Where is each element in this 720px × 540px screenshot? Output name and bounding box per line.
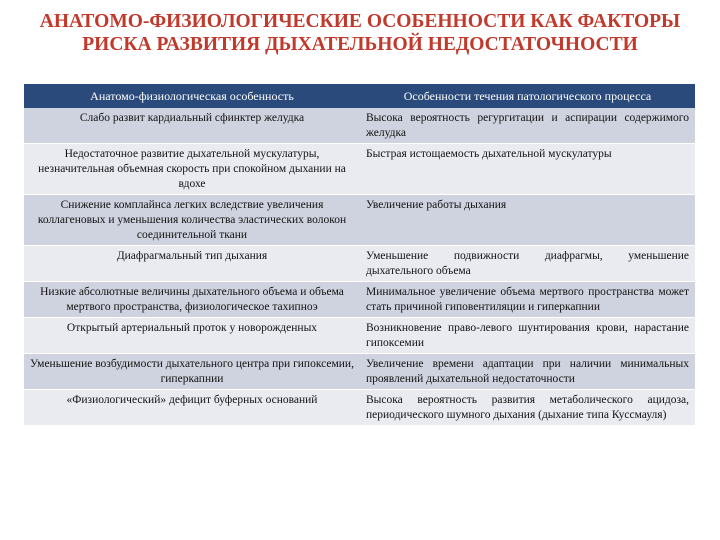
table-row xyxy=(24,354,695,390)
feature-cell: «Физиологический» дефицит буферных оснований xyxy=(24,390,360,426)
risk-factors-table xyxy=(24,84,695,426)
table-row xyxy=(24,246,695,282)
feature-cell: Низкие абсолютные величины дыхательного объема и объема мертвого пространства, физиологическое тахипноэ xyxy=(24,282,360,318)
table-row xyxy=(24,144,695,195)
process-cell: Увеличение работы дыхания xyxy=(360,195,695,246)
process-cell: Высока вероятность регургитации и аспирации содержимого желудка xyxy=(360,108,695,144)
feature-cell: Диафрагмальный тип дыхания xyxy=(24,246,360,282)
table-row xyxy=(24,195,695,246)
table-header-row xyxy=(24,84,695,108)
process-cell: Минимальное увеличение объема мертвого пространства может стать причиной гиповентиляции и гиперкапнии xyxy=(360,282,695,318)
feature-cell: Недостаточное развитие дыхательной мускулатуры, незначительная объемная скорость при спокойном дыхании на вдохе xyxy=(24,144,360,195)
process-cell: Увеличение времени адаптации при наличии минимальных проявлений дыхательной недостаточности xyxy=(360,354,695,390)
table-row xyxy=(24,318,695,354)
slide-title xyxy=(18,10,702,56)
table-row xyxy=(24,282,695,318)
process-cell: Возникновение право-левого шунтирования крови, нарастание гипоксемии xyxy=(360,318,695,354)
feature-cell: Уменьшение возбудимости дыхательного центра при гипоксемии, гиперкапнии xyxy=(24,354,360,390)
header-process: Особенности течения патологического процесса xyxy=(360,84,695,108)
table-row xyxy=(24,390,695,426)
process-cell: Быстрая истощаемость дыхательной мускулатуры xyxy=(360,144,695,195)
feature-cell: Открытый артериальный проток у новорожденных xyxy=(24,318,360,354)
feature-cell: Слабо развит кардиальный сфинктер желудка xyxy=(24,108,360,144)
process-cell: Уменьшение подвижности диафрагмы, уменьшение дыхательного объема xyxy=(360,246,695,282)
feature-cell: Снижение комплайнса легких вследствие увеличения коллагеновых и уменьшения количества эластических волокон соединительной ткани xyxy=(24,195,360,246)
title-line-1: АНАТОМО-ФИЗИОЛОГИЧЕСКИЕ ОСОБЕННОСТИ КАК ФАКТОРЫ xyxy=(39,11,681,32)
process-cell: Высока вероятность развития метаболического ацидоза, периодического шумного дыхания (дыхание типа Куссмауля) xyxy=(360,390,695,426)
header-feature: Анатомо-физиологическая особенность xyxy=(24,84,360,108)
title-line-2: РИСКА РАЗВИТИЯ ДЫХАТЕЛЬНОЙ НЕДОСТАТОЧНОСТИ xyxy=(82,34,638,55)
table-row xyxy=(24,108,695,144)
